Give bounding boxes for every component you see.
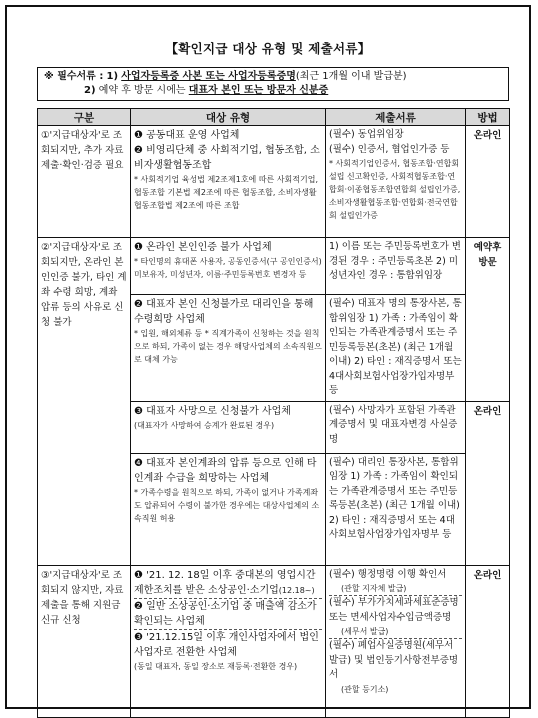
group1-type1: ❶ 공동대표 운영 사업체 xyxy=(134,130,240,141)
group3-doc3: (필수) 폐업사실증명원(세무서 발급) 및 법인등기사항전부증명서 xyxy=(329,638,462,683)
group3-doc3-note: (관할 등기소) xyxy=(341,684,389,694)
group3-doc1-note: (관할 지자체 발급) xyxy=(341,584,407,593)
header-type: 대상 유형 xyxy=(131,109,326,126)
header-gubun: 구분 xyxy=(38,109,131,126)
group1-type2-note: * 사회적기업 육성법 제2조제1호에 따른 사회적기업, 협동조합 기본법 제2조에 따른 협동조합, 소비자생활협동조합법 제2조에 따른 조합 xyxy=(134,175,318,210)
page-title: 【확인지급 대상 유형 및 제출서류】 xyxy=(165,41,371,56)
group2-method-b: 온라인 xyxy=(466,401,510,565)
eligibility-table xyxy=(37,108,510,718)
group3-doc2-note: (세무서 발급) xyxy=(341,627,389,636)
group2-doc4 xyxy=(326,453,466,565)
group2-doc1-text: 1) 이름 또는 주민등록번호가 변경된 경우 : 주민등록초본 2) 미성년자인 경우 : 통합위임장 xyxy=(329,241,461,281)
group2-doc1 xyxy=(326,238,466,295)
group2-type1-note: * 타인명의 휴대폰 사용자, 공동인증서(구 공인인증서) 미보유자, 미성년자, 이름·주민등록번호 변경자 등 xyxy=(134,257,322,279)
notice-line1-num: 1) xyxy=(106,71,119,82)
group2-method-a: 예약후 방문 xyxy=(466,238,510,402)
table-header-row xyxy=(38,109,510,126)
group1-gubun: ①'지급대상자'로 조회되지만, 추가 자료 제출·확인·검증 필요 xyxy=(38,126,131,238)
notice-line1-bold: 사업자등록증 사본 또는 사업자등록증명 xyxy=(121,71,296,82)
group2-doc3 xyxy=(326,401,466,453)
group2-type4-note: * 가족수령을 원칙으로 하되, 가족이 없거나 가족계좌도 압류되어 수령이 불가한 경우에는 대상사업체의 소속직원 허용 xyxy=(134,487,320,523)
required-docs-notice xyxy=(37,67,509,101)
group1-types xyxy=(131,126,326,238)
group1-doc2-note: * 사회적기업인증서, 협동조합·연합회 설립 신고확인증, 사회적협동조합·연합회·이종협동조합연합회 설립인가증, 소비자생활협동조합·연합회·전국연합회 설립인가증 xyxy=(329,159,461,220)
group3-doc1: (필수) 행정명령 이행 확인서 xyxy=(329,568,447,580)
group1-doc2: (필수) 인증서, 협업인가증 등 xyxy=(329,143,450,155)
notice-line2-num: 2) xyxy=(84,85,96,96)
group1-type2: ❷ 비영리단체 중 사회적기업, 협동조합, 소비자생활협동조합 xyxy=(134,145,320,171)
group1-docs xyxy=(326,126,466,238)
header-method: 방법 xyxy=(466,109,510,126)
group2-type1 xyxy=(131,238,326,295)
group2-type2-note: * 입원, 해외체류 등 * 직계가족이 신청하는 것을 원칙으로 하되, 가족이 없는 경우 해당사업체의 소속직원으로 대체 가능 xyxy=(134,329,322,364)
notice-line2-text: 예약 후 방문 시에는 xyxy=(98,85,186,96)
group2-type1-title: ❶ 온라인 본인인증 불가 사업체 xyxy=(134,242,272,253)
table-row xyxy=(38,565,510,717)
notice-line2-bold: 대표자 본인 또는 방문자 신분증 xyxy=(188,85,329,96)
table-row xyxy=(38,126,510,238)
group3-method: 온라인 xyxy=(466,565,510,717)
group3-doc2: (필수) 부가가치세과세표준증명 또는 면세사업자수입금액증명 xyxy=(329,595,462,625)
group3-docs xyxy=(326,565,466,717)
group1-doc1: (필수) 동업위임장 xyxy=(329,129,404,140)
group2-type2 xyxy=(131,295,326,402)
group2-doc2-text: (필수) 대표자 명의 통장사본, 통합위임장 1) 가족 : 가족임이 확인되는 가족관계증명서 또는 주민등록등본(초본) (최근 1개월 이내) 2) 타인 : 재직증명서 또는 4대사회보험사업장가입자명부 등 xyxy=(329,298,462,396)
notice-mark: ※ 필수서류 : xyxy=(44,71,104,82)
group2-gubun: ②'지급대상자'로 조회되지만, 온라인 본인인증 불가, 타인 계좌 수령 희망, 계좌 압류 등의 사유로 신청 불가 xyxy=(38,238,131,566)
group3-type1-title: ❶ '21. 12. 18일 이후 중대본의 영업시간 제한조치를 받은 소상공인·소기업 xyxy=(134,569,316,596)
group3-type1 xyxy=(134,568,322,598)
group2-doc4-text: (필수) 대리인 통장사본, 통합위임장 1) 가족 : 가족임이 확인되는 가족관계증명서 또는 주민등록등본(초본) (최근 1개월 이내) 2) 타인 : 재직증명서 또는 4대사회보험사업장가입자명부 등 xyxy=(329,456,460,540)
group1-method: 온라인 xyxy=(466,126,510,238)
group3-types xyxy=(131,565,326,717)
notice-line1-rest: (최근 1개월 이내 발급분) xyxy=(295,71,407,82)
group2-type2-title: ❷ 대표자 본인 신청불가로 대리인을 통해 수령희망 사업체 xyxy=(134,299,314,325)
group2-type4 xyxy=(131,453,326,565)
table-row xyxy=(38,238,510,295)
group3-type2: ❷ 일반 소상공인·소기업 중 매출액 감소가 확인되는 사업체 xyxy=(134,598,322,629)
group2-doc2 xyxy=(326,295,466,402)
group3-type1-note: (12.18~) xyxy=(278,585,315,595)
group3-gubun: ③'지급대상자'로 조회되지 않지만, 자료 제출을 통해 지원금 신규 신청 xyxy=(38,565,131,717)
document-page xyxy=(5,5,531,709)
group2-type4-title: ❹ 대표자 본인계좌의 압류 등으로 인해 타인계좌 수급을 희망하는 사업체 xyxy=(134,457,317,484)
group3-type3-note: (동일 대표자, 동일 장소로 재등록·전환한 경우) xyxy=(134,661,298,671)
group2-type3 xyxy=(131,401,326,453)
group2-type3-title: ❸ 대표자 사망으로 신청불가 사업체 xyxy=(134,405,291,417)
group2-doc3-text: (필수) 사망자가 포함된 가족관계증명서 및 대표자변경 사실증명 xyxy=(329,404,458,445)
group2-type3-note: (대표자가 사망하여 승계가 완료된 경우) xyxy=(134,420,275,430)
group3-type3: ❸ '21.12.15일 이후 개인사업자에서 법인사업자로 전환한 사업체 xyxy=(134,629,322,660)
header-docs: 제출서류 xyxy=(326,109,466,126)
